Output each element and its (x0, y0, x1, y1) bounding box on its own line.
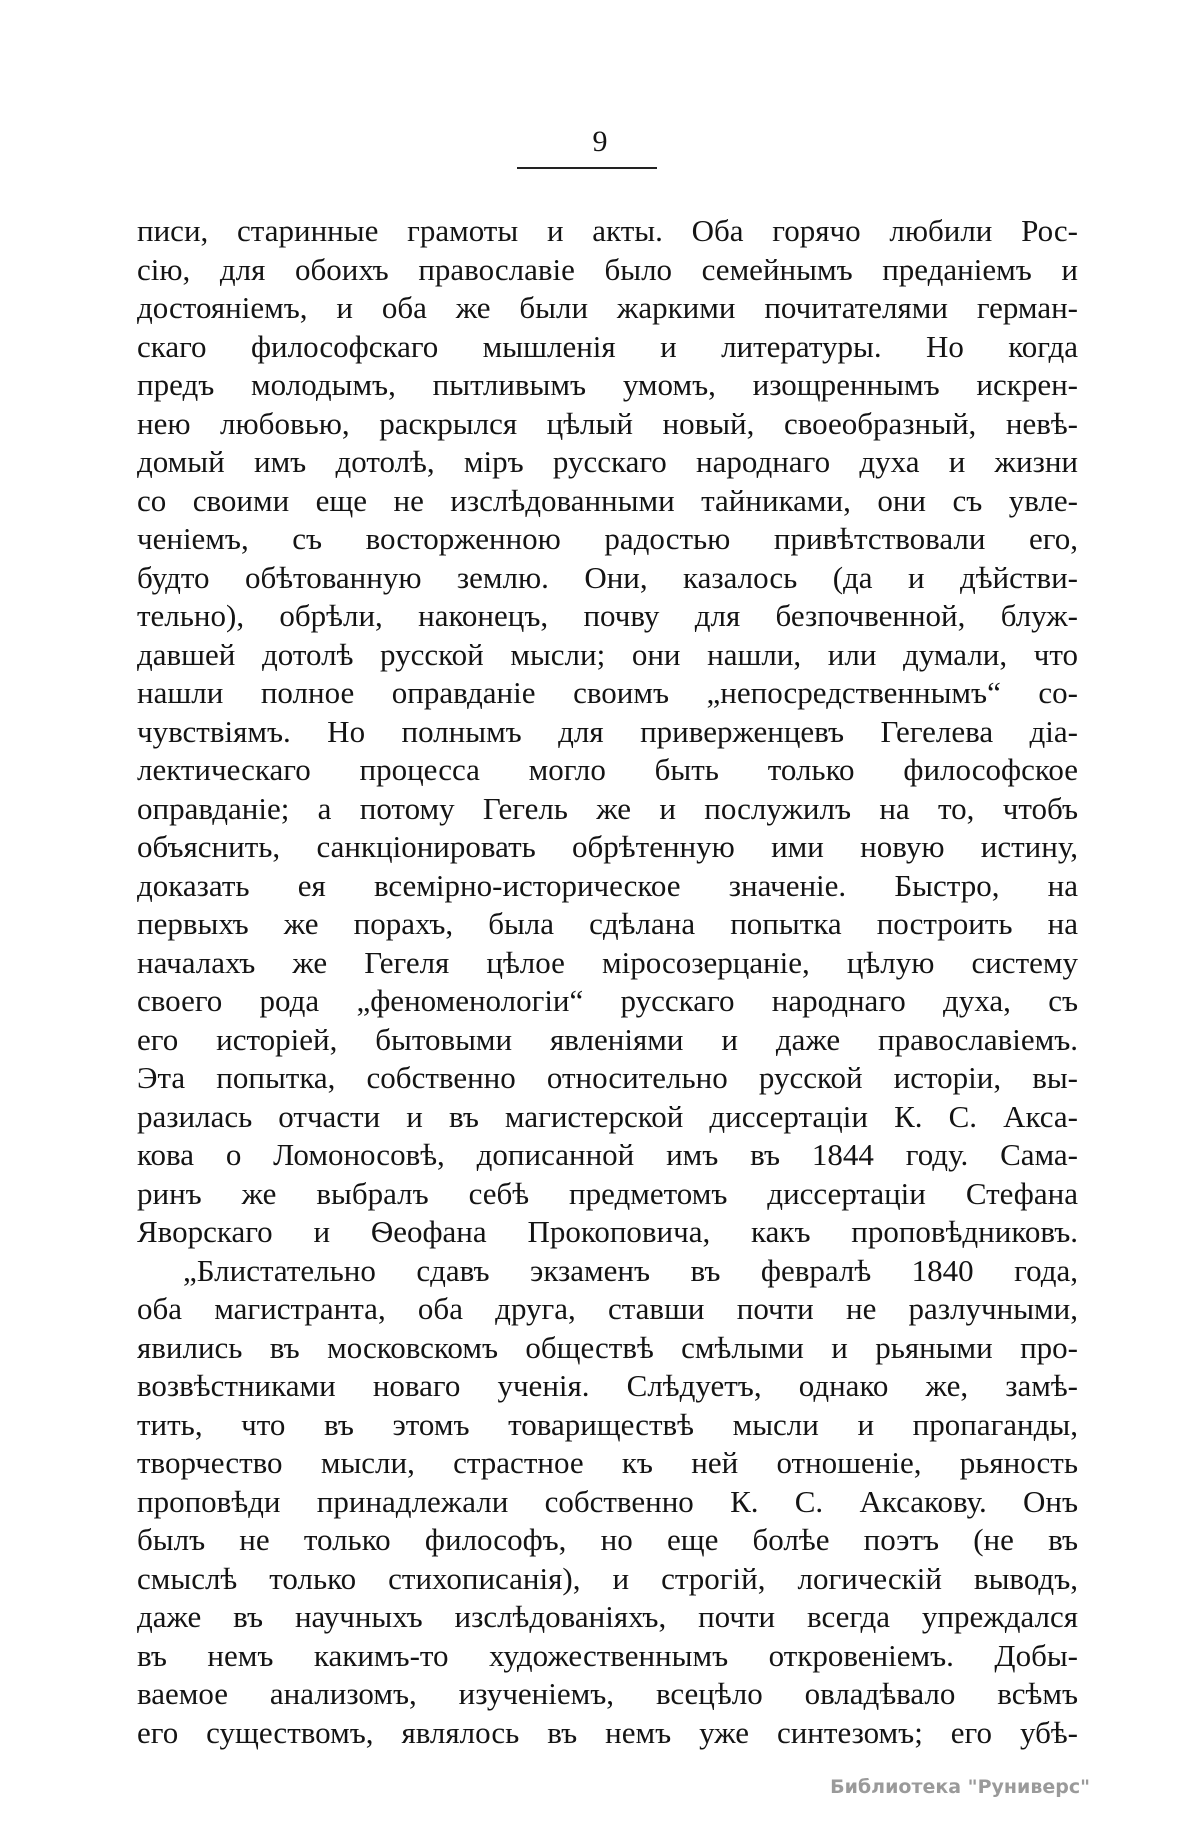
text-line: Эта попытка, собственно относительно русской исторіи, вы- (137, 1060, 1078, 1095)
text-line: ваемое анализомъ, изученіемъ, всецѣло овладѣвало всѣмъ (137, 1676, 1078, 1711)
text-line: ченіемъ, съ восторженною радостью привѣтствовали его, (137, 521, 1078, 556)
text-line: писи, старинные грамоты и акты. Оба горячо любили Рос- (137, 213, 1078, 248)
text-line: чувствіямъ. Но полнымъ для приверженцевъ Гегелева діа- (137, 713, 1078, 749)
text-line: лектическаго процесса могло быть только философское (137, 752, 1078, 787)
text-line: разилась отчасти и въ магистерской диссертаціи К. С. Акса- (137, 1098, 1078, 1134)
text-line: кова о Ломоносовѣ, дописанной имъ въ 1844 году. Сама- (137, 1137, 1078, 1172)
text-line: былъ не только философъ, но еще болѣе поэтъ (не въ (137, 1522, 1078, 1557)
body-text (137, 212, 1078, 1752)
library-watermark: Библиотека "Руниверс" (830, 1776, 1090, 1798)
text-line: въ немъ какимъ-то художественнымъ откровеніемъ. Добы- (137, 1637, 1078, 1673)
text-line: „Блистательно сдавъ экзаменъ въ февралѣ 1840 года, (183, 1252, 1078, 1288)
text-line: домый имъ дотолѣ, міръ русскаго народнаго духа и жизни (137, 444, 1078, 479)
text-line: возвѣстниками новаго ученія. Слѣдуетъ, однако же, замѣ- (137, 1368, 1078, 1403)
text-line: проповѣди принадлежали собственно К. С. Аксакову. Онъ (137, 1483, 1078, 1519)
text-line: первыхъ же порахъ, была сдѣлана попытка построить на (137, 906, 1078, 941)
text-line: нашли полное оправданіе своимъ „непосредственнымъ“ со- (137, 675, 1078, 710)
text-line: давшей дотолѣ русской мысли; они нашли, или думали, что (137, 636, 1078, 672)
text-line: творчество мысли, страстное къ ней отношеніе, рьяность (137, 1445, 1078, 1480)
header-rule (517, 167, 657, 169)
text-line: оба магистранта, оба друга, ставши почти не разлучными, (137, 1291, 1078, 1326)
page-number: 9 (592, 125, 608, 158)
text-line: сію, для обоихъ православіе было семейнымъ преданіемъ и (137, 251, 1078, 287)
text-line: тить, что въ этомъ товариществѣ мысли и пропаганды, (137, 1406, 1078, 1442)
text-line: Яворскаго и Ѳеофана Прокоповича, какъ проповѣдниковъ. (137, 1214, 1078, 1249)
text-line: смыслѣ только стихописанія), и строгій, логическій выводъ, (137, 1560, 1078, 1596)
text-line: скаго философскаго мышленія и литературы. Но когда (137, 328, 1078, 364)
text-line: со своими еще не изслѣдованными тайниками, они съ увле- (137, 482, 1078, 518)
text-line: достояніемъ, и оба же были жаркими почитателями герман- (137, 290, 1078, 325)
text-line: доказать ея всемірно-историческое значеніе. Быстро, на (137, 867, 1078, 903)
text-line: будто обѣтованную землю. Они, казалось (да и дѣйстви- (137, 559, 1078, 595)
text-line: объяснить, санкціонировать обрѣтенную ими новую истину, (137, 829, 1078, 864)
text-line: его существомъ, являлось въ немъ уже синтезомъ; его убѣ- (137, 1714, 1078, 1750)
text-line: даже въ научныхъ изслѣдованіяхъ, почти всегда упреждался (137, 1599, 1078, 1634)
text-line: нею любовью, раскрылся цѣлый новый, своеобразный, невѣ- (137, 405, 1078, 441)
text-line: оправданіе; а потому Гегель же и послужилъ на то, чтобъ (137, 790, 1078, 826)
text-line: ринъ же выбралъ себѣ предметомъ диссертаціи Стефана (137, 1175, 1078, 1211)
text-line: его исторіей, бытовыми явленіями и даже православіемъ. (137, 1021, 1078, 1057)
text-line: своего рода „феноменологіи“ русскаго народнаго духа, съ (137, 983, 1078, 1018)
text-line: явились въ московскомъ обществѣ смѣлыми и рьяными про- (137, 1329, 1078, 1365)
text-line: предъ молодымъ, пытливымъ умомъ, изощреннымъ искрен- (137, 367, 1078, 402)
text-line: началахъ же Гегеля цѣлое міросозерцаніе, цѣлую систему (137, 944, 1078, 980)
text-line: тельно), обрѣли, наконецъ, почву для безпочвенной, блуж- (137, 598, 1078, 633)
